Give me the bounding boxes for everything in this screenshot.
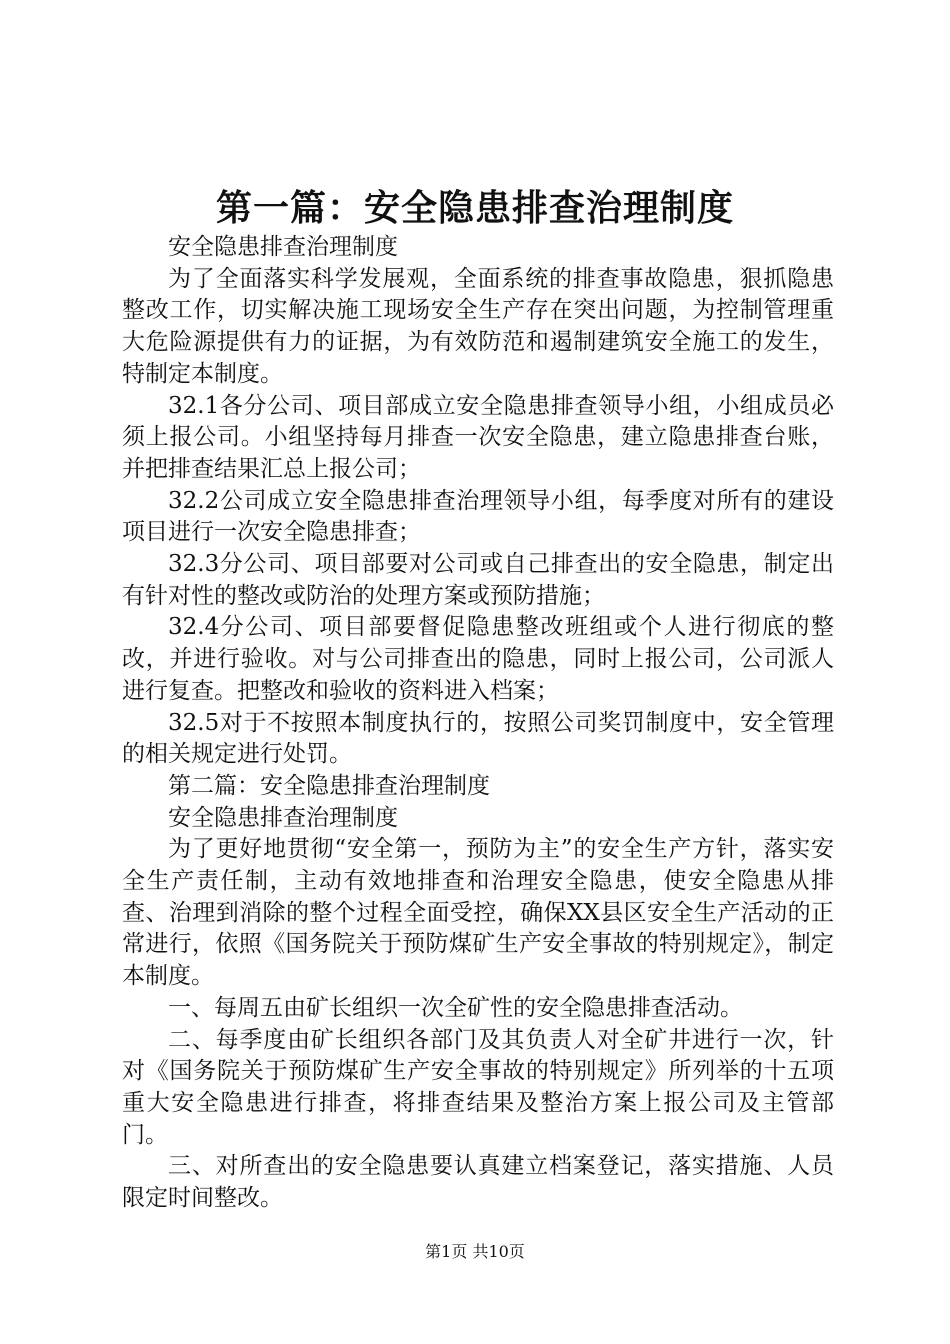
paragraph: 安全隐患排查治理制度: [168, 234, 398, 260]
page-number-footer: 第1页 共10页: [425, 1242, 525, 1261]
paragraph: 三、对所查出的安全隐患要认真建立档案登记，落实措施、人员限定时间整改。: [122, 1153, 834, 1212]
paragraph: 为了全面落实科学发展观，全面系统的排查事故隐患，狠抓隐患整改工作，切实解决施工现场安全生产存在突出问题，为控制管理重大危险源提供有力的证据，为有效防范和遏制建筑安全施工的发生，特制定本制度。: [122, 265, 834, 387]
paragraph: 为了更好地贯彻“安全第一，预防为主”的安全生产方针，落实安全生产责任制，主动有效地排查和治理安全隐患，使安全隐患从排查、治理到消除的整个过程全面受控，确保XX县区安全生产活动的正常进行，依照《国务院关于预防煤矿生产安全事故的特别规定》，制定本制度。: [122, 836, 834, 990]
paragraph: 32.2公司成立安全隐患排查治理领导小组，每季度对所有的建设项目进行一次安全隐患排查；: [122, 487, 834, 546]
paragraph: 一、每周五由矿长组织一次全矿性的安全隐患排查活动。: [168, 994, 743, 1021]
paragraph: 32.5对于不按照本制度执行的，按照公司奖罚制度中，安全管理的相关规定进行处罚。: [122, 709, 834, 768]
paragraph: 32.1各分公司、项目部成立安全隐患排查领导小组，小组成员必须上报公司。小组坚持每月排查一次安全隐患，建立隐患排查台账，并把排查结果汇总上报公司；: [122, 392, 834, 482]
paragraph: 32.3分公司、项目部要对公司或自己排查出的安全隐患，制定出有针对性的整改或防治的处理方案或预防措施；: [122, 551, 834, 609]
section-heading: 第二篇：安全隐患排查治理制度: [168, 772, 490, 799]
document-body: [122, 232, 834, 1215]
paragraph: 二、每季度由矿长组织各部门及其负责人对全矿井进行一次，针对《国务院关于预防煤矿生产安全事故的特别规定》所列举的十五项重大安全隐患进行排查，将排查结果及整治方案上报公司及主管部门。: [122, 1026, 834, 1148]
paragraph: 安全隐患排查治理制度: [168, 804, 398, 831]
paragraph: 32.4分公司、项目部要督促隐患整改班组或个人进行彻底的整改，并进行验收。对与公司排查出的隐患，同时上报公司，公司派人进行复查。把整改和验收的资料进入档案；: [122, 614, 834, 704]
document-title: 第一篇：安全隐患排查治理制度: [215, 188, 734, 229]
